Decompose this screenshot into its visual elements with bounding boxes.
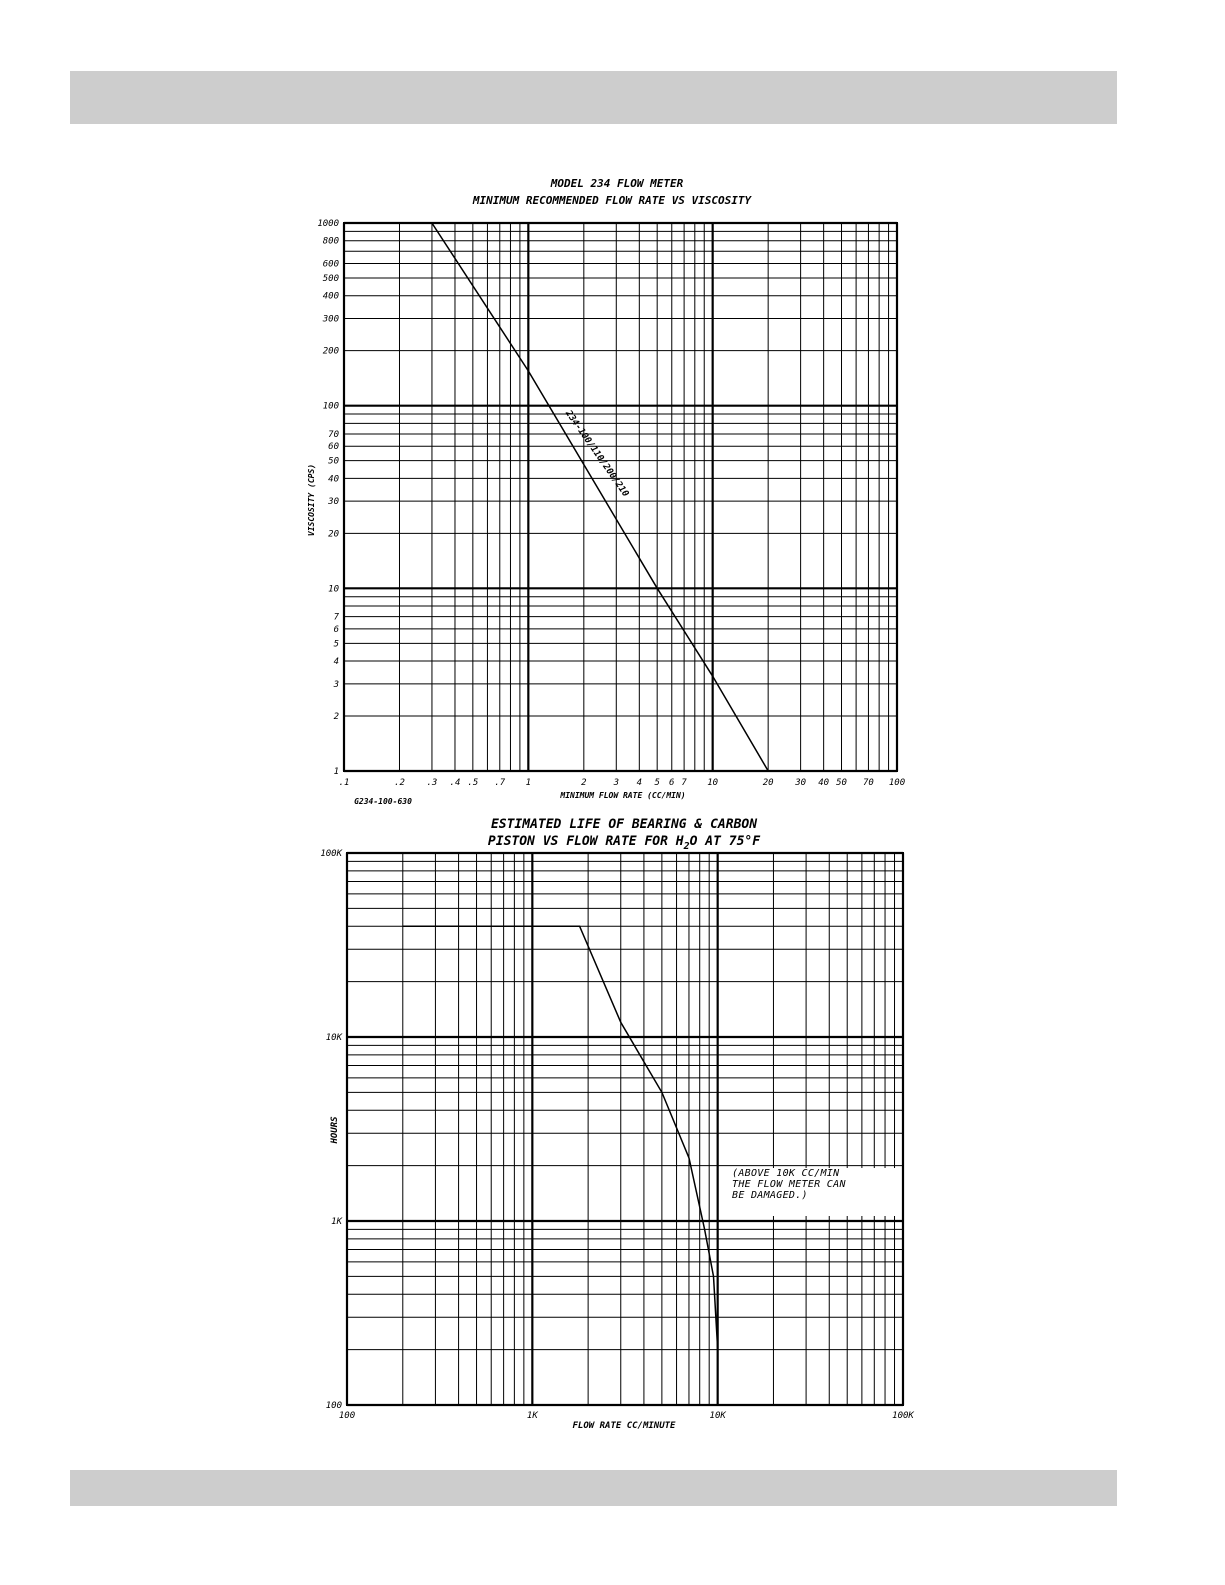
chart2-subtitle-part1: PISTON VS FLOW RATE FOR H	[487, 834, 684, 849]
y-tick-label: 3	[333, 679, 339, 690]
x-tick-label: 3	[613, 778, 619, 788]
y-tick-label: 10	[328, 584, 339, 595]
chart2-x-axis-label: FLOW RATE CC/MINUTE	[572, 1421, 676, 1431]
note-line-2: THE FLOW METER CAN	[732, 1179, 846, 1190]
y-tick-label: 20	[328, 529, 339, 540]
y-tick-label: 600	[322, 259, 339, 270]
x-tick-label: 40	[818, 778, 830, 788]
x-tick-label: .4	[449, 778, 461, 788]
x-tick-label: .2	[394, 778, 405, 788]
y-tick-label: 5	[333, 639, 339, 650]
y-tick-label: 100	[325, 1401, 342, 1411]
x-tick-label: 100K	[892, 1411, 914, 1421]
viscosity-chart	[307, 177, 905, 806]
x-tick-label: .5	[467, 778, 479, 788]
x-tick-label: 10K	[709, 1411, 726, 1421]
x-tick-label: 100	[338, 1411, 356, 1421]
y-tick-label: 500	[322, 273, 339, 284]
chart1-subtitle: MINIMUM RECOMMENDED FLOW RATE VS VISCOSITY	[472, 194, 752, 207]
y-tick-label: 1K	[331, 1217, 342, 1227]
x-tick-label: 4	[636, 778, 643, 788]
chart1-series-label: 234-100/110/200/210	[563, 408, 631, 499]
x-tick-label: 1	[525, 778, 532, 788]
y-tick-label: 50	[328, 456, 339, 467]
bearing-life-chart	[320, 817, 914, 1431]
y-tick-label: 300	[322, 314, 339, 325]
y-tick-label: 100K	[320, 849, 342, 859]
chart2-subtitle-part2: O AT 75°F	[689, 834, 761, 849]
x-tick-label: 20	[762, 778, 774, 788]
x-tick-label: 2	[581, 778, 587, 788]
chart2-series	[403, 926, 718, 1349]
chart2-subtitle	[488, 834, 761, 852]
chart1-y-axis-label: VISCOSITY (CPS)	[307, 463, 316, 537]
y-tick-label: 60	[328, 442, 339, 453]
series-line-0	[432, 223, 768, 771]
note-line-3: BE DAMAGED.)	[732, 1190, 808, 1201]
chart2-y-axis-label: HOURS	[330, 1116, 340, 1144]
y-tick-label: 1000	[317, 219, 339, 229]
x-tick-label: 100	[888, 778, 906, 788]
x-tick-label: 30	[795, 778, 807, 788]
plot-frame	[347, 853, 903, 1405]
series-line-0	[403, 926, 718, 1349]
y-tick-label: 200	[322, 346, 339, 357]
x-tick-label: 70	[863, 778, 874, 788]
y-tick-label: 7	[333, 612, 339, 623]
x-tick-label: 6	[669, 778, 675, 788]
y-tick-label: 4	[333, 657, 339, 668]
chart1-x-tick-labels	[339, 778, 906, 788]
y-tick-label: 10K	[325, 1033, 342, 1043]
chart1-y-tick-labels	[317, 219, 339, 777]
plot-frame	[344, 223, 897, 771]
chart2-subtitle-subscript: 2	[683, 841, 690, 852]
x-tick-label: 7	[681, 778, 687, 788]
y-tick-label: 100	[322, 401, 339, 412]
x-tick-label: 5	[654, 778, 660, 788]
y-tick-label: 30	[328, 497, 339, 508]
y-tick-label: 1	[333, 767, 339, 777]
x-tick-label: .7	[494, 778, 506, 788]
chart1-x-axis-label: MINIMUM FLOW RATE (CC/MIN)	[560, 791, 686, 800]
chart1-title: MODEL 234 FLOW METER	[550, 177, 684, 190]
x-tick-label: 10	[707, 778, 719, 788]
x-tick-label: 1K	[526, 1411, 538, 1421]
y-tick-label: 70	[328, 429, 339, 440]
y-tick-label: 40	[328, 474, 339, 485]
chart2-x-tick-labels	[339, 1411, 915, 1421]
y-tick-label: 2	[333, 712, 339, 723]
chart2-title: ESTIMATED LIFE OF BEARING & CARBON	[490, 817, 758, 832]
y-tick-label: 800	[322, 236, 339, 247]
x-tick-label: .1	[338, 778, 350, 788]
chart1-grid	[344, 223, 897, 771]
x-tick-label: 50	[836, 778, 847, 788]
damage-warning-note	[732, 1168, 898, 1216]
chart1-figure-id: G234-100-630	[354, 797, 412, 806]
chart1-series	[432, 223, 768, 771]
y-tick-label: 400	[322, 291, 339, 302]
chart2-grid	[347, 853, 903, 1405]
y-tick-label: 6	[333, 624, 339, 635]
note-line-1: (ABOVE 10K CC/MIN	[732, 1168, 840, 1179]
x-tick-label: .3	[426, 778, 438, 788]
